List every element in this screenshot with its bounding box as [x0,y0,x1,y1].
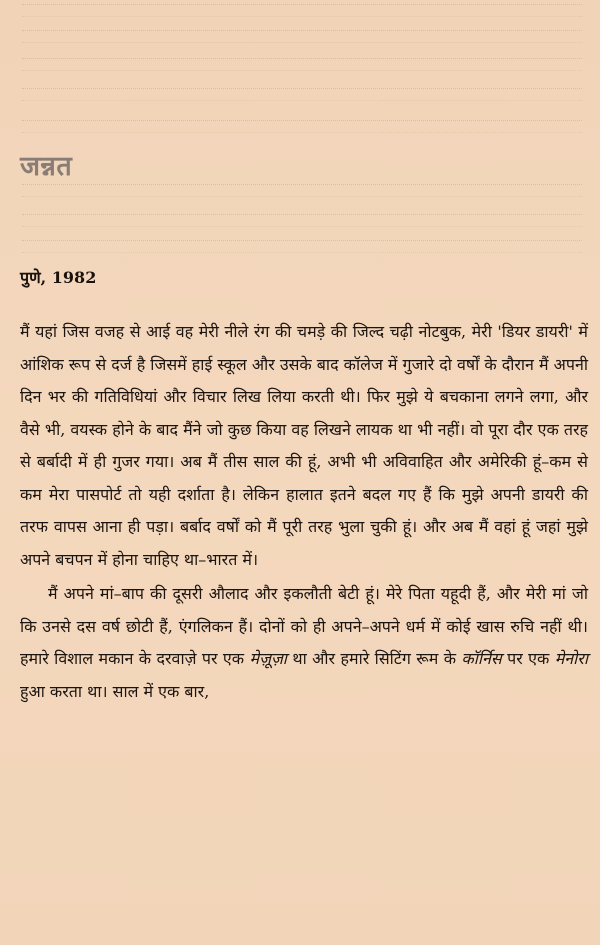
chapter-title: जन्नत [20,151,73,182]
bleed-through-line [22,58,582,71]
bleed-through-line [22,240,582,253]
bleed-through-line [22,214,582,227]
bleed-through-line [22,30,582,43]
bleed-through-line [22,184,582,197]
bleed-through-line [22,120,582,133]
chapter-body [20,316,588,708]
paragraph-text: मैं अपने मां–बाप की दूसरी औलाद और इकलौती बेटी हूं। मेरे पिता यहूदी हैं, और मेरी मां जो कि उनसे दस वर्ष छोटी हैं, एंगलिकन हैं। दोनों को ही अपने–अपने धर्म में कोई खास रुचि नहीं थी। हमारे विशाल मकान के दरवाज़े पर एक [20,584,588,668]
paragraph-text: मैं यहां जिस वजह से आई वह मेरी नीले रंग की चमड़े की जिल्द चढ़ी नोटबुक, मेरी 'डियर डायरी' में आंशिक रूप से दर्ज है जिसमें हाई स्कूल और उसके बाद कॉलेज में गुजारे दो वर्षों के दौरान मैं अपनी दिन भर की गतिविधियां और विचार लिख लिया करती थी। फिर मुझे ये बचकाना लगने लगा, और वैसे भी, वयस्क होने के बाद मैंने जो कुछ किया वह लिखने लायक था भी नहीं। वो पूरा दौर एक तरह से बर्बादी में ही गुजर गया। अब मैं तीस साल की हूं, अभी भी अविवाहित और अमेरिकी हूं–कम से कम मेरा पासपोर्ट तो यही दर्शाता है। लेकिन हालात इतने बदल गए हैं कि मुझे अपनी डायरी की तरफ वापस आना ही पड़ा। बर्बाद वर्षों को मैं पूरी तरह भुला चुकी हूं। और अब मैं वहां हूं जहां मुझे अपने बचपन में होना चाहिए था–भारत में। [20,322,588,569]
paragraph-text: था और हमारे सिटिंग रूम के [286,649,462,668]
paragraph-text: हुआ करता था। साल में एक बार, [20,681,210,701]
chapter-dateline: पुणे, 1982 [20,268,97,287]
italic-term: मेज़ूज़ा [249,649,287,668]
italic-term: कॉर्निस [461,649,502,668]
bleed-through-line [22,4,582,17]
paragraph [20,578,588,708]
italic-term: मेनोरा [554,649,588,668]
paragraph [20,316,588,576]
bleed-through-line [22,88,582,101]
paragraph-text: पर एक [501,649,555,668]
